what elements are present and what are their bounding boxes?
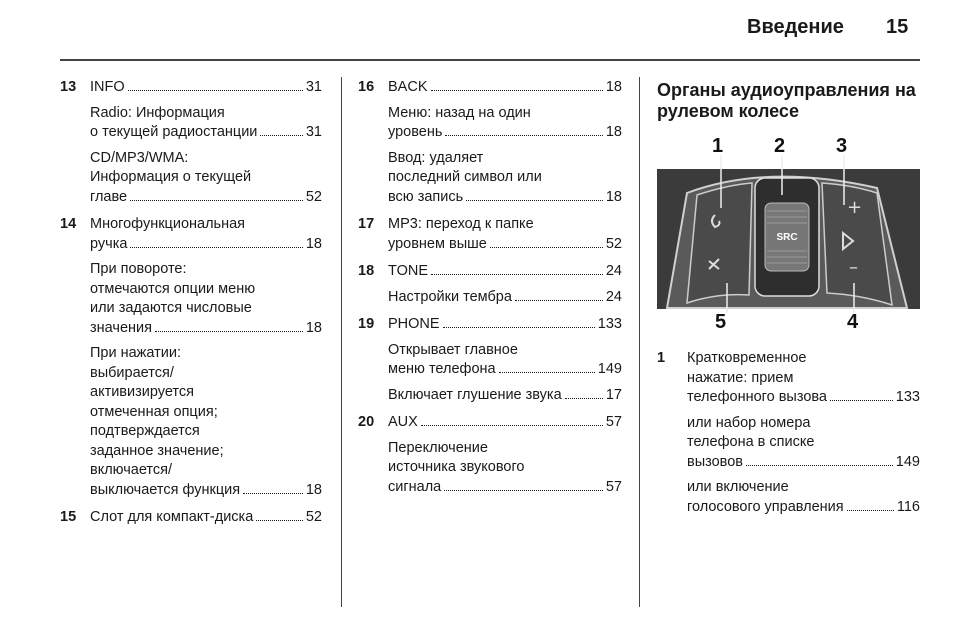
entry-subitem: [687, 478, 920, 517]
index-line: [388, 360, 622, 380]
volume-down-icon: –: [849, 257, 858, 278]
entry-text: голосового управления: [687, 498, 844, 515]
dot-leader: [490, 247, 603, 248]
index-line: [90, 104, 322, 124]
index-line: [687, 414, 920, 434]
page-reference[interactable]: 57: [605, 478, 622, 495]
index-line: [687, 453, 920, 473]
index-entry: [358, 413, 622, 497]
index-column-2: [358, 78, 622, 505]
entry-text: или задаются числовые: [90, 300, 252, 316]
page-reference[interactable]: 149: [895, 453, 920, 470]
entry-text: о текущей радиостанции: [90, 124, 258, 140]
dot-leader: [746, 465, 893, 466]
entry-number: 19: [358, 316, 375, 332]
index-line: [388, 288, 622, 308]
entry-text: нажатие: прием: [687, 369, 794, 386]
entry-subitem: [90, 149, 322, 208]
page-reference[interactable]: 133: [895, 389, 920, 405]
index-line: [90, 508, 322, 528]
entry-text: Многофункциональная: [90, 216, 246, 232]
dot-leader: [499, 372, 595, 373]
entry-subitem: [687, 414, 920, 473]
entry-text: источника звукового: [388, 459, 525, 475]
index-line: [90, 235, 322, 255]
entry-number: 20: [358, 414, 375, 430]
index-line: [90, 149, 322, 169]
entry-text: главе: [90, 188, 128, 205]
page-reference[interactable]: 18: [605, 124, 622, 140]
entry-text: отмеченная опция;: [90, 403, 218, 420]
dot-leader: [847, 510, 894, 511]
index-line: [388, 78, 622, 98]
page-reference[interactable]: 17: [605, 386, 622, 403]
index-line: [90, 422, 322, 442]
index-line: [687, 498, 920, 518]
index-line: [388, 458, 622, 478]
entry-number: 15: [60, 509, 77, 525]
entry-text: отмечаются опции меню: [90, 280, 256, 297]
entry-subitem: [90, 104, 322, 143]
entry-text: MP3: переход к папке: [388, 216, 534, 232]
entry-text: меню телефона: [388, 361, 496, 377]
index-entry: [657, 349, 920, 517]
index-line: [687, 433, 920, 453]
callout-2: 2: [774, 135, 786, 157]
index-line: [388, 149, 622, 169]
entry-text: уровнем выше: [388, 235, 487, 252]
entry-text: или набор номера: [687, 414, 811, 431]
entry-number: 13: [60, 79, 77, 95]
entry-number: 1: [657, 350, 666, 366]
page-reference[interactable]: 18: [305, 235, 322, 252]
index-line: [90, 215, 322, 235]
entry-text: уровень: [388, 124, 443, 140]
index-entry: [358, 78, 622, 207]
dot-leader: [128, 90, 303, 91]
dot-leader: [260, 135, 302, 136]
index-line: [388, 439, 622, 459]
page-reference[interactable]: 18: [305, 481, 322, 498]
index-line: [388, 235, 622, 255]
entry-text: сигнала: [388, 478, 442, 495]
index-entry: [60, 78, 322, 207]
page-reference[interactable]: 116: [896, 498, 920, 515]
entry-text: Меню: назад на один: [388, 104, 531, 121]
dot-leader: [445, 135, 602, 136]
page-reference[interactable]: 57: [605, 414, 622, 430]
entry-subitem: [388, 439, 622, 498]
index-entry: [60, 508, 322, 528]
entry-number: 18: [358, 263, 375, 279]
entry-text: Ввод: удаляет: [388, 149, 484, 166]
entry-text: Кратковременное: [687, 350, 807, 366]
volume-up-icon: +: [847, 197, 863, 218]
entry-text: телефона в списке: [687, 434, 815, 450]
entry-text: всю запись: [388, 188, 464, 205]
dot-leader: [444, 490, 603, 491]
page-reference[interactable]: 18: [605, 188, 622, 205]
entry-subitem: [90, 344, 322, 500]
index-line: [687, 478, 920, 498]
column-divider-2: [639, 77, 640, 607]
index-line: [388, 123, 622, 143]
entry-text: заданное значение;: [90, 442, 224, 459]
index-entry: [358, 262, 622, 307]
steering-wheel-controls-figure: [657, 133, 920, 335]
index-entry: [358, 315, 622, 405]
index-line: [687, 388, 920, 408]
dot-leader: [431, 90, 603, 91]
page-reference[interactable]: 31: [305, 124, 322, 140]
page-reference[interactable]: 18: [305, 319, 322, 336]
index-line: [90, 299, 322, 319]
entry-text: включается/: [90, 462, 173, 478]
entry-text: Открывает главное: [388, 341, 518, 358]
header-divider: [60, 59, 920, 61]
dot-leader: [155, 331, 303, 332]
entry-number: 16: [358, 79, 375, 95]
src-label: SRC: [776, 232, 798, 243]
entry-text: TONE: [388, 263, 429, 279]
index-line: [90, 260, 322, 280]
entry-text: INFO: [90, 79, 125, 95]
dot-leader: [130, 247, 302, 248]
entry-text: PHONE: [388, 316, 440, 332]
page-reference[interactable]: 52: [305, 188, 322, 205]
index-line: [388, 386, 622, 406]
index-line: [90, 481, 322, 501]
index-entry: [358, 215, 622, 254]
entry-text: При повороте:: [90, 261, 187, 277]
index-line: [388, 188, 622, 208]
dot-leader: [466, 200, 603, 201]
index-line: [90, 123, 322, 143]
index-line: [90, 168, 322, 188]
entry-subitem: [388, 341, 622, 380]
entry-text: CD/MP3/WMA:: [90, 149, 189, 166]
entry-text: Слот для компакт-диска: [90, 509, 254, 525]
section-title-line: Органы аудиоуправления на: [657, 80, 916, 100]
entry-text: последний символ или: [388, 169, 542, 185]
index-line: [388, 215, 622, 235]
entry-text: Информация о текущей: [90, 169, 252, 185]
entry-text: телефонного вызова: [687, 389, 828, 405]
column-divider-1: [341, 77, 342, 607]
index-line: [90, 403, 322, 423]
entry-text: выключается функция: [90, 481, 241, 498]
index-line: [388, 104, 622, 124]
page-reference[interactable]: 31: [305, 79, 322, 95]
index-column-1: [60, 78, 322, 536]
entry-text: При нажатии:: [90, 345, 182, 361]
callout-1: 1: [712, 135, 724, 157]
page-reference[interactable]: 24: [605, 263, 622, 279]
page-reference[interactable]: 24: [605, 288, 622, 305]
page-reference[interactable]: 52: [305, 509, 322, 525]
index-line: [90, 364, 322, 384]
index-line: [388, 341, 622, 361]
entry-text: BACK: [388, 79, 428, 95]
index-line: [388, 413, 622, 433]
entry-text: Настройки тембра: [388, 288, 512, 305]
index-line: [90, 188, 322, 208]
entry-text: значения: [90, 319, 152, 336]
index-line: [687, 369, 920, 389]
entry-text: активизируется: [90, 384, 195, 400]
index-line: [388, 262, 622, 282]
entry-text: Включает глушение звука: [388, 386, 562, 403]
section-title-line: рулевом колесе: [657, 101, 799, 121]
dot-leader: [515, 300, 603, 301]
index-line: [90, 319, 322, 339]
dot-leader: [421, 425, 603, 426]
page-reference[interactable]: 149: [597, 361, 622, 377]
entry-subitem: [388, 104, 622, 143]
page-reference[interactable]: 133: [597, 316, 622, 332]
entry-text: AUX: [388, 414, 418, 430]
index-line: [687, 349, 920, 369]
entry-text: Radio: Информация: [90, 104, 225, 121]
index-column-3: [657, 349, 920, 525]
entry-text: ручка: [90, 235, 128, 252]
entry-text: подтверждается: [90, 423, 200, 439]
dot-leader: [565, 398, 603, 399]
dot-leader: [431, 274, 603, 275]
index-entry: [60, 215, 322, 500]
dot-leader: [830, 400, 893, 401]
callout-5: 5: [715, 311, 727, 333]
index-line: [90, 78, 322, 98]
entry-number: 17: [358, 216, 375, 232]
dot-leader: [443, 327, 595, 328]
entry-subitem: [90, 260, 322, 338]
dot-leader: [130, 200, 303, 201]
callout-3: 3: [836, 135, 848, 157]
index-line: [388, 315, 622, 335]
page-reference[interactable]: 18: [605, 79, 622, 95]
entry-subitem: [388, 288, 622, 308]
page-number: 15: [886, 16, 909, 38]
entry-subitem: [388, 149, 622, 208]
dot-leader: [256, 520, 303, 521]
entry-text: выбирается/: [90, 364, 174, 381]
entry-text: или включение: [687, 479, 789, 495]
page-header-title: Введение: [747, 16, 844, 38]
index-line: [388, 478, 622, 498]
page-reference[interactable]: 52: [605, 235, 622, 252]
entry-text: Переключение: [388, 439, 488, 456]
index-line: [90, 442, 322, 462]
index-line: [90, 383, 322, 403]
controls-illustration: [657, 133, 920, 335]
callout-4: 4: [847, 311, 859, 333]
entry-number: 14: [60, 216, 77, 232]
section-title: [657, 80, 927, 122]
entry-text: вызовов: [687, 453, 743, 470]
index-line: [388, 168, 622, 188]
index-line: [90, 461, 322, 481]
dot-leader: [243, 493, 303, 494]
entry-subitem: [388, 386, 622, 406]
left-button-area: [687, 183, 752, 303]
index-line: [90, 280, 322, 300]
index-line: [90, 344, 322, 364]
